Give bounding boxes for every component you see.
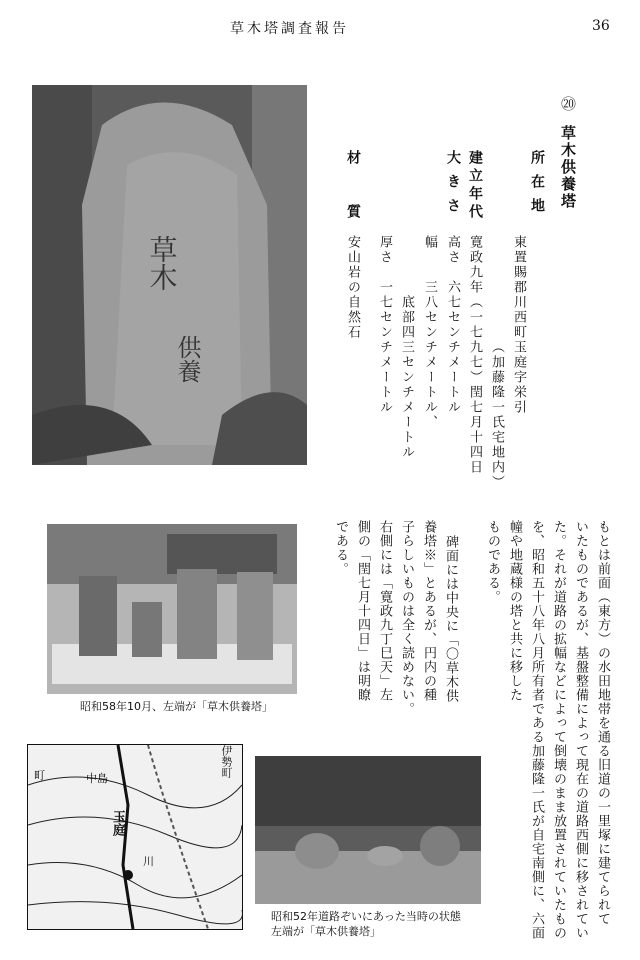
svg-text:供養: 供養: [173, 335, 201, 383]
body-line-7: 碑面には中央に「〇草木供: [443, 535, 458, 703]
middle-photo: [47, 524, 297, 694]
location-label: 所在地: [529, 150, 545, 222]
middle-photo-image: [47, 524, 297, 694]
stone-photo: [32, 85, 307, 465]
map-label-machi: 町: [34, 769, 45, 782]
location-value: 東置賜郡川西町玉庭字栄引: [511, 235, 526, 415]
map-label-tamaniwa: 玉庭: [110, 810, 125, 836]
entry-title: 草木供養塔: [559, 125, 577, 210]
size-label: 大きさ: [445, 150, 461, 222]
body-line-12: である。: [333, 520, 348, 576]
body-line-3: た。それが道路の拡幅などによって倒壊のまま放置されていたもの: [551, 520, 566, 940]
size-thickness: 厚さ 一七センチメートル: [377, 235, 392, 415]
body-line-6: ものである。: [485, 520, 500, 604]
body-line-2: いたものであるが、基盤整備によって現在の道路西側に移されてい: [573, 520, 588, 940]
body-line-4: を、昭和五十八年八月所有者である加藤隆一氏が自宅南側に、六面: [529, 520, 544, 940]
page-header-title: 草木塔調査報告: [230, 21, 349, 37]
bottom-photo: [255, 756, 481, 904]
size-height: 高さ 六七センチメートル: [445, 235, 460, 415]
middle-photo-caption: 昭和58年10月、左端が「草木供養塔」: [80, 700, 273, 713]
bottom-photo-caption-line2: 左端が「草木供養塔」: [271, 925, 381, 938]
body-line-5: 幢や地蔵様の塔と共に移した: [507, 520, 522, 702]
body-line-11: 側の「閏七月十四日」は明瞭: [355, 520, 370, 702]
location-note: （加藤隆一氏宅地内）: [489, 340, 504, 490]
size-width: 幅 三八センチメートル、: [422, 235, 437, 430]
stone-photo-image: [32, 85, 307, 465]
body-line-9: 子らしいものは全く読めない。: [399, 520, 414, 716]
map-image: [28, 745, 242, 929]
map-label-isemachi: 伊勢町: [220, 745, 233, 778]
location-map: [27, 744, 243, 930]
map-label-nakajima: 中島: [86, 772, 108, 785]
entry-number: ⑳: [559, 96, 577, 113]
page-number: 36: [592, 18, 610, 34]
map-label-kawa: 川: [143, 855, 154, 868]
material-value: 安山岩の自然石: [345, 235, 360, 340]
svg-text:草木: 草木: [145, 235, 179, 291]
bottom-photo-caption-line1: 昭和52年道路ぞいにあった当時の状態: [271, 910, 461, 923]
body-line-1: もとは前面（東方）の水田地帯を通る旧道の一里塚に建てられて: [595, 520, 610, 926]
bottom-photo-image: [255, 756, 481, 904]
body-line-8: 養塔※」とあるが、円内の種: [421, 520, 436, 702]
date-label: 建立年代: [467, 150, 483, 222]
size-base: 底部四三センチメートル: [399, 295, 414, 460]
material-label: 材質: [345, 150, 361, 258]
body-line-10: 右側には「寛政九丁巳天」左: [377, 520, 392, 702]
date-value: 寛政九年（一七九七）閏七月十四日: [467, 235, 482, 475]
